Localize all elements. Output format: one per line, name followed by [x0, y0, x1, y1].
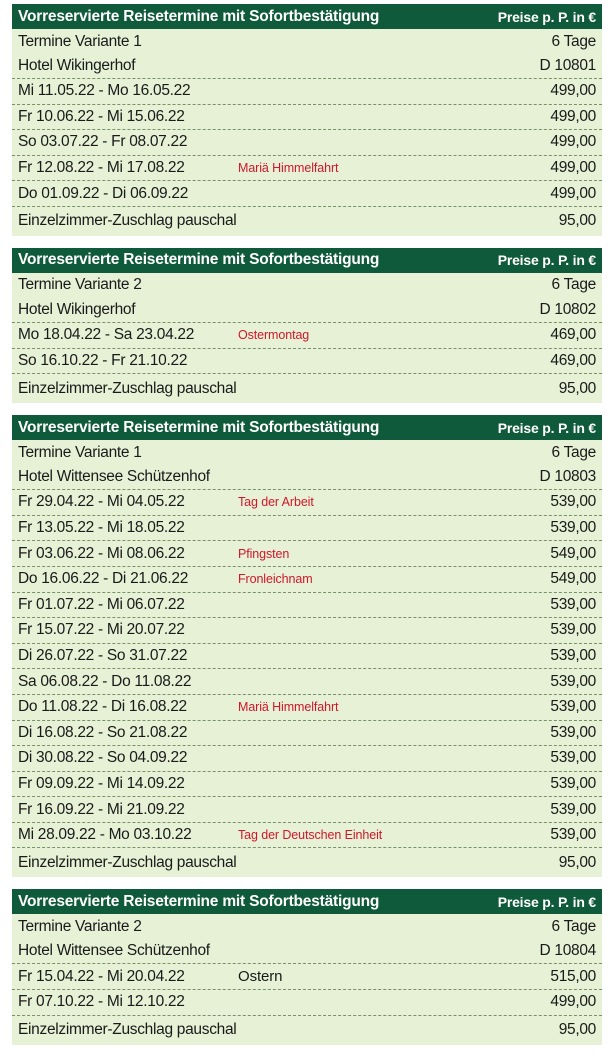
surcharge-row	[12, 207, 602, 236]
holiday-note: Ostermontag	[238, 328, 310, 343]
surcharge-label: Einzelzimmer-Zuschlag pauschal	[18, 379, 237, 397]
table-title: Vorreservierte Reisetermine mit Sofortbestätigung	[18, 251, 380, 269]
price-value: 539,00	[550, 723, 596, 741]
hotel-row	[12, 939, 602, 964]
travel-dates: Fr 15.07.22 - Mi 20.07.22	[18, 621, 185, 639]
price-value: 539,00	[550, 647, 596, 665]
surcharge-price: 95,00	[558, 379, 596, 397]
table-title: Vorreservierte Reisetermine mit Sofortbestätigung	[18, 892, 380, 910]
price-value: 499,00	[550, 133, 596, 151]
surcharge-label: Einzelzimmer-Zuschlag pauschal	[18, 1021, 237, 1039]
surcharge-price: 95,00	[558, 212, 596, 230]
hotel-row	[12, 465, 602, 490]
travel-dates: Di 26.07.22 - So 31.07.22	[18, 647, 188, 665]
travel-dates: Fr 12.08.22 - Mi 17.08.22	[18, 159, 185, 177]
price-value: 499,00	[550, 107, 596, 125]
hotel-name: Hotel Wikingerhof	[18, 57, 136, 74]
price-value: 539,00	[550, 698, 596, 716]
date-row	[12, 721, 602, 747]
table-title: Vorreservierte Reisetermine mit Sofortbestätigung	[18, 7, 380, 25]
date-row	[12, 490, 602, 516]
holiday-note: Ostern	[238, 968, 283, 986]
price-value: 539,00	[550, 826, 596, 844]
trip-code: D 10801	[539, 57, 596, 74]
price-value: 539,00	[550, 621, 596, 639]
price-value: 539,00	[550, 672, 596, 690]
travel-dates: Do 01.09.22 - Di 06.09.22	[18, 184, 189, 202]
variant-label: Termine Variante 2	[18, 917, 142, 935]
surcharge-label: Einzelzimmer-Zuschlag pauschal	[18, 853, 237, 871]
date-row	[12, 323, 602, 349]
date-row	[12, 618, 602, 644]
surcharge-row	[12, 1016, 602, 1045]
travel-dates: Di 16.08.22 - So 21.08.22	[18, 723, 188, 741]
trip-code: D 10803	[539, 468, 596, 486]
date-row	[12, 797, 602, 823]
date-row	[12, 349, 602, 375]
holiday-note: Mariä Himmelfahrt	[238, 700, 339, 715]
date-row	[12, 516, 602, 542]
travel-dates: Fr 16.09.22 - Mi 21.09.22	[18, 800, 185, 818]
price-value: 499,00	[550, 159, 596, 177]
price-value: 499,00	[550, 184, 596, 202]
date-row	[12, 990, 602, 1016]
price-value: 499,00	[550, 993, 596, 1011]
duration-label: 6 Tage	[551, 276, 596, 294]
price-value: 539,00	[550, 800, 596, 818]
table-header	[12, 248, 602, 273]
date-row	[12, 79, 602, 105]
hotel-name: Hotel Wittensee Schützenhof	[18, 942, 210, 960]
travel-dates: Fr 09.09.22 - Mi 14.09.22	[18, 774, 185, 792]
price-column-label: Preise p. P. in €	[497, 252, 596, 269]
hotel-name: Hotel Wikingerhof	[18, 300, 136, 318]
holiday-note: Mariä Himmelfahrt	[238, 161, 339, 176]
hotel-name: Hotel Wittensee Schützenhof	[18, 468, 210, 486]
date-row	[12, 695, 602, 721]
travel-dates: Mo 18.04.22 - Sa 23.04.22	[18, 326, 195, 344]
variant-row	[12, 273, 602, 298]
variant-label: Termine Variante 2	[18, 276, 142, 294]
holiday-note: Tag der Deutschen Einheit	[238, 828, 383, 843]
date-row	[12, 644, 602, 670]
price-value: 549,00	[550, 544, 596, 562]
table-header	[12, 889, 602, 914]
price-value: 469,00	[550, 326, 596, 344]
travel-dates: Fr 13.05.22 - Mi 18.05.22	[18, 519, 185, 537]
duration-label: 6 Tage	[551, 32, 596, 50]
date-row	[12, 156, 602, 182]
duration-label: 6 Tage	[551, 917, 596, 935]
surcharge-row	[12, 848, 602, 877]
date-row	[12, 593, 602, 619]
surcharge-price: 95,00	[558, 853, 596, 871]
travel-dates: Sa 06.08.22 - Do 11.08.22	[18, 672, 192, 690]
date-row	[12, 181, 602, 207]
hotel-row	[12, 54, 602, 79]
date-row	[12, 772, 602, 798]
price-table	[12, 889, 602, 1044]
holiday-note: Tag der Arbeit	[238, 495, 314, 510]
variant-label: Termine Variante 1	[18, 443, 142, 461]
price-tables	[12, 4, 602, 1057]
price-column-label: Preise p. P. in €	[497, 8, 596, 25]
date-row	[12, 964, 602, 990]
date-row	[12, 105, 602, 131]
price-table	[12, 415, 602, 877]
table-header	[12, 415, 602, 440]
travel-dates: So 16.10.22 - Fr 21.10.22	[18, 351, 188, 369]
hotel-row	[12, 298, 602, 323]
price-value: 539,00	[550, 749, 596, 767]
variant-row	[12, 29, 602, 54]
price-value: 469,00	[550, 351, 596, 369]
date-row	[12, 541, 602, 567]
date-row	[12, 669, 602, 695]
surcharge-label: Einzelzimmer-Zuschlag pauschal	[18, 212, 237, 230]
holiday-note: Fronleichnam	[238, 572, 313, 587]
variant-row	[12, 914, 602, 939]
variant-row	[12, 440, 602, 465]
travel-dates: Mi 28.09.22 - Mo 03.10.22	[18, 826, 192, 844]
travel-dates: Fr 15.04.22 - Mi 20.04.22	[18, 967, 185, 985]
price-value: 539,00	[550, 519, 596, 537]
price-value: 539,00	[550, 493, 596, 511]
travel-dates: Do 11.08.22 - Di 16.08.22	[18, 698, 187, 716]
price-table	[12, 248, 602, 403]
price-value: 549,00	[550, 570, 596, 588]
travel-dates: Fr 01.07.22 - Mi 06.07.22	[18, 595, 185, 613]
table-header	[12, 4, 602, 29]
price-value: 515,00	[550, 967, 596, 985]
price-value: 539,00	[550, 595, 596, 613]
surcharge-price: 95,00	[558, 1021, 596, 1039]
trip-code: D 10804	[539, 942, 596, 960]
travel-dates: Fr 07.10.22 - Mi 12.10.22	[18, 993, 185, 1011]
table-title: Vorreservierte Reisetermine mit Sofortbestätigung	[18, 418, 380, 436]
travel-dates: So 03.07.22 - Fr 08.07.22	[18, 133, 188, 151]
date-row	[12, 130, 602, 156]
date-row	[12, 567, 602, 593]
price-table	[12, 4, 602, 236]
travel-dates: Fr 03.06.22 - Mi 08.06.22	[18, 544, 185, 562]
travel-dates: Fr 29.04.22 - Mi 04.05.22	[18, 493, 185, 511]
surcharge-row	[12, 374, 602, 403]
price-column-label: Preise p. P. in €	[497, 419, 596, 436]
price-column-label: Preise p. P. in €	[497, 893, 596, 910]
date-row	[12, 823, 602, 849]
travel-dates: Di 30.08.22 - So 04.09.22	[18, 749, 188, 767]
travel-dates: Mi 11.05.22 - Mo 16.05.22	[18, 82, 191, 100]
date-row	[12, 746, 602, 772]
trip-code: D 10802	[539, 300, 596, 318]
variant-label: Termine Variante 1	[18, 32, 142, 50]
duration-label: 6 Tage	[551, 443, 596, 461]
travel-dates: Fr 10.06.22 - Mi 15.06.22	[18, 107, 185, 125]
travel-dates: Do 16.06.22 - Di 21.06.22	[18, 570, 189, 588]
price-value: 539,00	[550, 774, 596, 792]
holiday-note: Pfingsten	[238, 546, 290, 561]
price-value: 499,00	[550, 82, 596, 100]
